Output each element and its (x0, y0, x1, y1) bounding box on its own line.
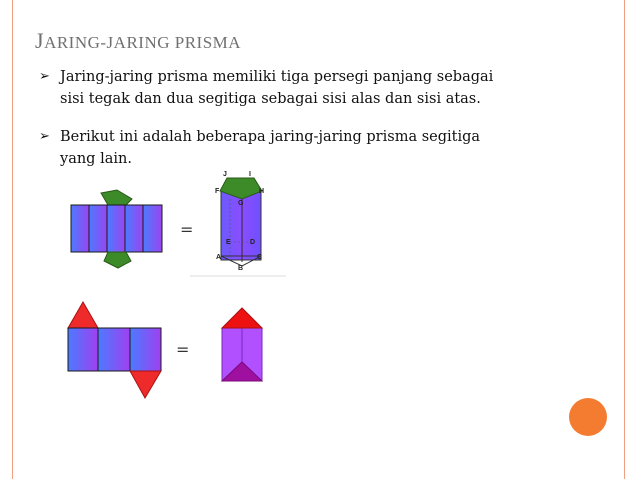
side-face-3 (107, 205, 125, 252)
tri-side-face-2 (98, 328, 130, 371)
equals-sign-2: = (176, 340, 190, 359)
vertex-label-g: G (238, 200, 244, 207)
triangular-prism-net (68, 302, 161, 398)
vertex-label-f: F (215, 188, 220, 195)
triangle-top-face (68, 302, 98, 328)
side-face-5 (143, 205, 162, 252)
tri-prism-top (222, 308, 262, 328)
triangular-prism-3d (222, 308, 262, 381)
vertex-label-j: J (223, 171, 227, 178)
arrow-bullet-icon: ➢ (39, 69, 50, 84)
pentagon-top-face (101, 190, 132, 205)
vertex-label-i: I (249, 171, 251, 178)
vertex-label-b: B (238, 265, 244, 272)
equals-sign-1: = (180, 220, 194, 239)
side-face-4 (125, 205, 143, 252)
side-face-2 (89, 205, 107, 252)
title-rest: ARING-JARING PRISMA (44, 33, 242, 52)
bullet-2-line-2: yang lain. (60, 151, 132, 167)
tri-side-face-3 (130, 328, 161, 371)
title-first-letter: J (35, 28, 45, 53)
pentagonal-prism-net (71, 190, 162, 268)
vertex-label-a: A (216, 254, 222, 261)
vertex-label-e: E (226, 239, 231, 246)
bullet-1-line-2: sisi tegak dan dua segitiga sebagai sisi alas dan sisi atas. (60, 91, 481, 107)
orange-circle-decoration (569, 398, 607, 436)
triangle-bottom-face (130, 371, 161, 398)
vertex-label-d: D (250, 239, 256, 246)
vertex-label-h: H (259, 188, 265, 195)
side-face-1 (71, 205, 89, 252)
tri-side-face-1 (68, 328, 98, 371)
bullet-2-line-1: Berikut ini adalah beberapa jaring-jaring prisma segitiga (60, 129, 481, 145)
arrow-bullet-icon: ➢ (39, 129, 50, 144)
bullet-1-line-1: Jaring-jaring prisma memiliki tiga persegi panjang sebagai (60, 69, 494, 85)
vertex-label-c: C (257, 254, 263, 261)
pentagonal-prism-3d (190, 171, 286, 276)
pentagon-bottom-face (104, 252, 131, 268)
